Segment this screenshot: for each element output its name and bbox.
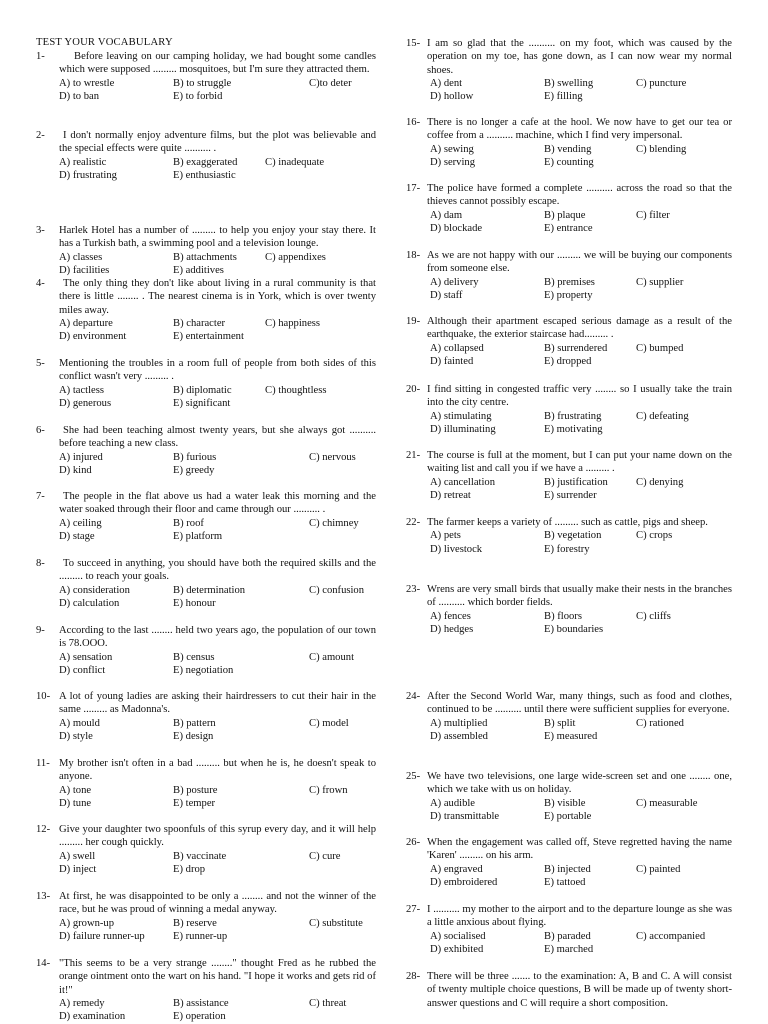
answer-option-d[interactable]: D) transmittable [430, 810, 500, 822]
answer-options [36, 584, 376, 611]
question-number: 1- [36, 51, 45, 62]
question-stem [36, 624, 376, 651]
answer-option-a[interactable]: A) socialised [430, 930, 486, 942]
answer-option-a[interactable]: A) engraved [430, 863, 483, 875]
answer-option-b[interactable]: B) injected [544, 863, 591, 875]
answer-options [406, 610, 732, 637]
answer-options [406, 209, 732, 236]
question-17 [406, 182, 732, 235]
answer-option-b[interactable]: B) character [173, 317, 226, 329]
answer-option-a[interactable]: A) sensation [59, 651, 113, 663]
answer-option-e[interactable]: E) boundaries [544, 623, 604, 635]
answer-option-b[interactable]: B) vending [544, 143, 592, 155]
question-stem [36, 424, 376, 451]
answer-option-d[interactable]: D) hollow [430, 91, 474, 103]
question-25 [406, 770, 732, 823]
question-stem [406, 836, 732, 863]
answer-option-e[interactable]: E) surrender [544, 489, 597, 501]
answer-option-a[interactable]: A) realistic [59, 156, 107, 168]
question-stem [36, 823, 376, 850]
answer-options [406, 410, 732, 437]
question-number: 25- [406, 771, 421, 782]
answer-option-b[interactable]: B) assistance [173, 997, 229, 1009]
answer-option-b[interactable]: B) paraded [544, 930, 591, 942]
question-number: 24- [406, 691, 421, 702]
question-number: 12- [36, 824, 51, 835]
question-number: 9- [36, 625, 45, 636]
answer-options [36, 784, 376, 811]
answer-option-c[interactable]: C) frown [309, 784, 348, 796]
answer-options [406, 342, 732, 369]
question-27 [406, 903, 732, 956]
question-stem [36, 357, 376, 384]
question-stem [36, 490, 376, 517]
question-number: 14- [36, 958, 51, 969]
answer-option-a[interactable]: A) dent [430, 77, 463, 89]
answer-option-b[interactable]: B) visible [544, 797, 586, 809]
answer-option-d[interactable]: D) environment [59, 331, 127, 343]
question-text: She had been teaching almost twenty years, but she always got .......... before teaching a new class. [59, 425, 376, 450]
answer-option-b[interactable]: B) to struggle [173, 77, 232, 89]
answer-option-d[interactable]: D) illuminating [430, 423, 496, 435]
answer-option-d[interactable]: D) embroidered [430, 876, 498, 888]
answer-option-d[interactable]: D) hedges [430, 623, 474, 635]
answer-option-d[interactable]: D) retreat [430, 489, 471, 501]
question-number: 27- [406, 904, 421, 915]
question-number: 28- [406, 971, 421, 982]
question-19 [406, 315, 732, 368]
answer-option-c[interactable]: C) painted [636, 863, 681, 875]
question-9 [36, 624, 376, 677]
question-stem [406, 116, 732, 143]
answer-option-c[interactable]: C) amount [309, 651, 355, 663]
question-stem [36, 50, 376, 77]
question-20 [406, 383, 732, 436]
question-4 [36, 277, 376, 343]
answer-option-a[interactable]: A) departure [59, 317, 113, 329]
answer-option-b[interactable]: B) pattern [173, 717, 216, 729]
answer-options [406, 863, 732, 890]
answer-option-e[interactable]: E) forestry [544, 543, 590, 555]
answer-option-c[interactable]: C) thoughtless [265, 384, 327, 396]
answer-option-c[interactable]: C) nervous [309, 451, 356, 463]
answer-option-a[interactable]: A) pets [430, 530, 461, 542]
answer-options [406, 930, 732, 957]
question-18 [406, 249, 732, 302]
question-text: The course is full at the moment, but I can put your name down on the waiting list and call you if we have a ......... . [427, 450, 732, 475]
answer-option-e[interactable]: E) entertainment [173, 331, 244, 343]
answer-option-a[interactable]: A) dam [430, 209, 463, 221]
answer-option-b[interactable]: B) reserve [173, 917, 217, 929]
question-text: Although their apartment escaped serious damage as a result of the earthquake, the exterior staircase had......... . [427, 316, 732, 341]
answer-option-a[interactable]: A) classes [59, 251, 103, 263]
answer-option-c[interactable]: C) bumped [636, 342, 684, 354]
question-26 [406, 836, 732, 889]
answer-option-c[interactable]: C) rationed [636, 717, 684, 729]
question-number: 8- [36, 558, 45, 569]
question-text: To succeed in anything, you should have both the required skills and the ......... to reach your goals. [59, 558, 376, 583]
answer-option-e[interactable]: E) drop [173, 863, 206, 875]
question-number: 4- [36, 278, 45, 289]
answer-option-b[interactable]: B) floors [544, 610, 582, 622]
question-text: There will be three ....... to the examination: A, B and C. A will consist of twenty multiple choice questions, B will be made up of twenty short-answer questions and C will require a short composition. [427, 971, 732, 1009]
question-number: 20- [406, 384, 421, 395]
answer-option-a[interactable]: A) grown-up [59, 917, 115, 929]
answer-option-e[interactable]: E) tattoed [544, 876, 586, 888]
answer-option-d[interactable]: D) facilities [59, 264, 110, 276]
question-number: 3- [36, 225, 45, 236]
answer-option-e[interactable]: E) negotiation [173, 664, 234, 676]
question-15 [406, 37, 732, 103]
question-13 [36, 890, 376, 943]
question-number: 22- [406, 517, 421, 528]
answer-option-b[interactable]: B) surrendered [544, 342, 608, 354]
question-text: When the engagement was called off, Steve regretted having the name 'Karen' ......... on his arm. [427, 837, 732, 862]
answer-options [406, 529, 732, 556]
answer-option-c[interactable]: C) threat [309, 997, 347, 1009]
question-number: 5- [36, 358, 45, 369]
question-number: 7- [36, 491, 45, 502]
answer-option-e[interactable]: E) measured [544, 730, 598, 742]
answer-options [36, 251, 376, 278]
question-text: The police have formed a complete .......... across the road so that the thieves cannot possibly escape. [427, 183, 732, 208]
question-number: 23- [406, 584, 421, 595]
question-16 [406, 116, 732, 169]
answer-option-c[interactable]: C) confusion [309, 584, 365, 596]
answer-option-d[interactable]: D) staff [430, 289, 463, 301]
answer-option-a[interactable]: A) audible [430, 797, 476, 809]
question-8 [36, 557, 376, 610]
answer-option-b[interactable]: B) frustrating [544, 410, 602, 422]
answer-option-d[interactable]: D) to ban [59, 90, 100, 102]
answer-option-d[interactable]: D) calculation [59, 597, 120, 609]
question-7 [36, 490, 376, 543]
answer-option-c[interactable]: C) defeating [636, 410, 689, 422]
answer-option-c[interactable]: C) measurable [636, 797, 698, 809]
question-text: Before leaving on our camping holiday, we had bought some candles which were supposed ......... mosquitoes, but I'm sure they attracted them. [59, 51, 376, 76]
question-23 [406, 583, 732, 636]
question-3 [36, 224, 376, 277]
answer-option-e[interactable]: E) dropped [544, 355, 592, 367]
answer-option-c[interactable]: C)to deter [309, 77, 352, 89]
answer-options [36, 717, 376, 744]
question-text: A lot of young ladies are asking their hairdressers to cut their hair in the same ......... as Madonna's. [59, 691, 376, 716]
question-text: I don't normally enjoy adventure films, but the plot was believable and the special effects were quite .......... . [59, 130, 376, 155]
question-text: The only thing they don't like about living in a rural community is that there is little ........ . The nearest cinema is in York, which is over twenty miles away. [59, 278, 376, 316]
answer-options [36, 156, 376, 183]
answer-option-c[interactable]: C) inadequate [265, 156, 325, 168]
answer-options [406, 77, 732, 104]
answer-option-b[interactable]: B) census [173, 651, 215, 663]
question-number: 2- [36, 130, 45, 141]
answer-option-d[interactable]: D) conflict [59, 664, 106, 676]
question-stem [406, 449, 732, 476]
answer-option-c[interactable]: C) chimney [309, 517, 359, 529]
question-11 [36, 757, 376, 810]
question-text: According to the last ........ held two years ago, the population of our town is 78.OOO. [59, 625, 376, 650]
answer-option-d[interactable]: D) inject [59, 863, 97, 875]
answer-option-b[interactable]: B) plaque [544, 209, 586, 221]
question-text: After the Second World War, many things, such as food and clothes, continued to be .......... until there were sufficient supplies for everyone. [427, 691, 732, 716]
answer-option-d[interactable]: D) generous [59, 397, 112, 409]
answer-option-b[interactable]: B) attachments [173, 251, 237, 263]
question-2 [36, 129, 376, 182]
question-14 [36, 957, 376, 1023]
question-1 [36, 50, 376, 103]
answer-option-b[interactable]: B) exaggerated [173, 156, 238, 168]
question-stem [36, 957, 376, 997]
answer-options [36, 517, 376, 544]
question-text: The people in the flat above us had a water leak this morning and the water soaked through their floor and came through our .......... . [59, 491, 376, 516]
answer-option-e[interactable]: E) honour [173, 597, 216, 609]
answer-option-a[interactable]: A) fences [430, 610, 471, 622]
question-stem [36, 129, 376, 156]
answer-option-b[interactable]: B) posture [173, 784, 218, 796]
answer-option-e[interactable]: E) operation [173, 1011, 226, 1023]
question-number: 19- [406, 316, 421, 327]
question-24 [406, 690, 732, 743]
answer-option-e[interactable]: E) greedy [173, 464, 215, 476]
question-number: 26- [406, 837, 421, 848]
question-stem [406, 770, 732, 797]
answer-option-e[interactable]: E) design [173, 730, 214, 742]
question-stem [406, 583, 732, 610]
answer-option-e[interactable]: E) marched [544, 943, 594, 955]
answer-option-a[interactable]: A) delivery [430, 276, 479, 288]
question-stem [406, 315, 732, 342]
answer-option-b[interactable]: B) vegetation [544, 530, 602, 542]
question-stem [36, 690, 376, 717]
answer-option-a[interactable]: A) ceiling [59, 517, 102, 529]
answer-option-a[interactable]: A) consideration [59, 584, 130, 596]
answer-option-c[interactable]: C) cure [309, 850, 341, 862]
answer-option-d[interactable]: D) kind [59, 464, 92, 476]
answer-option-c[interactable]: C) appendixes [265, 251, 326, 263]
answer-option-d[interactable]: D) stage [59, 530, 95, 542]
answer-option-b[interactable]: B) furious [173, 451, 217, 463]
answer-option-d[interactable]: D) frustrating [59, 169, 117, 181]
answer-option-c[interactable]: C) puncture [636, 77, 687, 89]
answer-options [406, 476, 732, 503]
answer-option-e[interactable]: E) enthusiastic [173, 169, 236, 181]
question-text: Mentioning the troubles in a room full of people from both sides of this conflict wasn't very ......... . [59, 358, 376, 383]
answer-option-e[interactable]: E) temper [173, 797, 216, 809]
answer-option-e[interactable]: E) to forbid [173, 90, 223, 102]
answer-option-d[interactable]: D) livestock [430, 543, 483, 555]
answer-option-e[interactable]: E) significant [173, 397, 231, 409]
question-5 [36, 357, 376, 410]
answer-option-a[interactable]: A) collapsed [430, 342, 484, 354]
question-stem [36, 757, 376, 784]
answer-option-d[interactable]: D) exhibited [430, 943, 484, 955]
answer-option-b[interactable]: B) determination [173, 584, 246, 596]
question-stem [36, 890, 376, 917]
answer-option-d[interactable]: D) fainted [430, 355, 474, 367]
answer-option-b[interactable]: B) vaccinate [173, 850, 227, 862]
question-number: 6- [36, 425, 45, 436]
question-stem [406, 37, 732, 77]
test-title: TEST YOUR VOCABULARY [36, 37, 173, 48]
answer-option-a[interactable]: A) to wrestle [59, 77, 115, 89]
question-text: As we are not happy with our ......... we will be buying our components from someone else. [427, 250, 732, 275]
answer-option-e[interactable]: E) portable [544, 810, 592, 822]
answer-option-a[interactable]: A) swell [59, 850, 96, 862]
question-stem [36, 557, 376, 584]
question-text: My brother isn't often in a bad ......... but when he is, he doesn't speak to anyone. [59, 758, 376, 783]
answer-option-e[interactable]: E) platform [173, 530, 223, 542]
answer-option-d[interactable]: D) serving [430, 156, 476, 168]
question-stem [406, 383, 732, 410]
answer-option-e[interactable]: E) motivating [544, 423, 603, 435]
answer-option-c[interactable]: C) cliffs [636, 610, 671, 622]
answer-option-c[interactable]: C) happiness [265, 317, 321, 329]
question-stem [406, 249, 732, 276]
question-28 [406, 970, 732, 1010]
answer-option-d[interactable]: D) failure runner-up [59, 930, 145, 942]
answer-option-c[interactable]: C) filter [636, 209, 670, 221]
answer-option-c[interactable]: C) crops [636, 530, 673, 542]
answer-option-e[interactable]: E) counting [544, 156, 594, 168]
answer-options [36, 850, 376, 877]
question-6 [36, 424, 376, 477]
question-number: 18- [406, 250, 421, 261]
answer-options [406, 717, 732, 744]
question-text: I find sitting in congested traffic very ........ so I usually take the train into the city centre. [427, 384, 732, 409]
question-text: Harlek Hotel has a number of ......... to help you enjoy your stay there. It has a Turkish bath, a swimming pool and a television lounge. [59, 225, 376, 250]
answer-option-c[interactable]: C) denying [636, 476, 684, 488]
question-number: 16- [406, 117, 421, 128]
question-text: Wrens are very small birds that usually make their nests in the branches of .......... which border fields. [427, 584, 732, 609]
answer-options [36, 651, 376, 678]
question-text: I .......... my mother to the airport and to the departure lounge as she was a little anxious about flying. [427, 904, 732, 929]
answer-option-b[interactable]: B) premises [544, 276, 595, 288]
answer-option-b[interactable]: B) justification [544, 476, 608, 488]
answer-option-e[interactable]: E) runner-up [173, 930, 228, 942]
answer-option-d[interactable]: D) blockade [430, 222, 483, 234]
answer-option-a[interactable]: A) injured [59, 451, 103, 463]
question-number: 11- [36, 758, 50, 769]
answer-options [36, 917, 376, 944]
answer-option-a[interactable]: A) multiplied [430, 717, 488, 729]
answer-option-d[interactable]: D) tune [59, 797, 92, 809]
question-number: 15- [406, 38, 421, 49]
question-number: 13- [36, 891, 51, 902]
answer-options [36, 384, 376, 411]
question-text: I am so glad that the .......... on my foot, which was caused by the operation on my toe, has gone down, as I can now wear my normal shoes. [427, 38, 732, 76]
question-10 [36, 690, 376, 743]
question-text: At first, he was disappointed to be only a ........ and not the winner of the race, but he was proud of winning a medal anyway. [59, 891, 376, 916]
answer-option-c[interactable]: C) supplier [636, 276, 684, 288]
question-stem [406, 903, 732, 930]
answer-options [36, 997, 376, 1024]
answer-options [36, 451, 376, 478]
answer-option-c[interactable]: C) substitute [309, 917, 363, 929]
answer-option-b[interactable]: B) diplomatic [173, 384, 232, 396]
answer-option-a[interactable]: A) cancellation [430, 476, 496, 488]
answer-option-a[interactable]: A) sewing [430, 143, 474, 155]
answer-option-c[interactable]: C) accompanied [636, 930, 706, 942]
question-text: We have two televisions, one large wide-screen set and one ........ one, which we take with us on holiday. [427, 771, 732, 796]
answer-option-a[interactable]: A) mould [59, 717, 100, 729]
answer-option-e[interactable]: E) additives [173, 264, 224, 276]
question-text: "This seems to be a very strange ........" thought Fred as he rubbed the orange ointment onto the wart on his hand. "I hope it works and gets rid of it!" [59, 958, 376, 996]
answer-option-c[interactable]: C) blending [636, 143, 687, 155]
answer-options [406, 276, 732, 303]
answer-option-a[interactable]: A) stimulating [430, 410, 492, 422]
answer-option-d[interactable]: D) examination [59, 1011, 126, 1023]
question-stem [36, 224, 376, 251]
answer-option-c[interactable]: C) model [309, 717, 349, 729]
answer-option-a[interactable]: A) tone [59, 784, 92, 796]
question-number: 21- [406, 450, 421, 461]
question-12 [36, 823, 376, 876]
question-22 [406, 516, 732, 556]
answer-options [406, 797, 732, 824]
question-stem [406, 970, 732, 1010]
question-stem [406, 516, 732, 529]
question-text: There is no longer a cafe at the hool. We now have to get our tea or coffee from a .......... machine, which I find very impersonal. [427, 117, 732, 142]
question-text: The farmer keeps a variety of ......... such as cattle, pigs and sheep. [427, 517, 708, 528]
question-number: 17- [406, 183, 421, 194]
answer-options [36, 317, 376, 344]
answer-option-d[interactable]: D) style [59, 730, 93, 742]
answer-option-e[interactable]: E) property [544, 289, 593, 301]
answer-option-b[interactable]: B) split [544, 717, 576, 729]
question-stem [406, 182, 732, 209]
answer-options [36, 77, 376, 104]
answer-option-a[interactable]: A) tactless [59, 384, 105, 396]
left-column [36, 36, 376, 1023]
answer-option-b[interactable]: B) roof [173, 517, 204, 529]
answer-option-a[interactable]: A) remedy [59, 997, 105, 1009]
answer-option-e[interactable]: E) filling [544, 91, 583, 103]
question-21 [406, 449, 732, 502]
answer-options [406, 143, 732, 170]
answer-option-e[interactable]: E) entrance [544, 222, 593, 234]
answer-option-b[interactable]: B) swelling [544, 77, 594, 89]
question-stem [36, 277, 376, 317]
question-stem [406, 690, 732, 717]
answer-option-d[interactable]: D) assembled [430, 730, 488, 742]
question-text: Give your daughter two spoonfuls of this syrup every day, and it will help ......... her cough quickly. [59, 824, 376, 849]
question-number: 10- [36, 691, 51, 702]
